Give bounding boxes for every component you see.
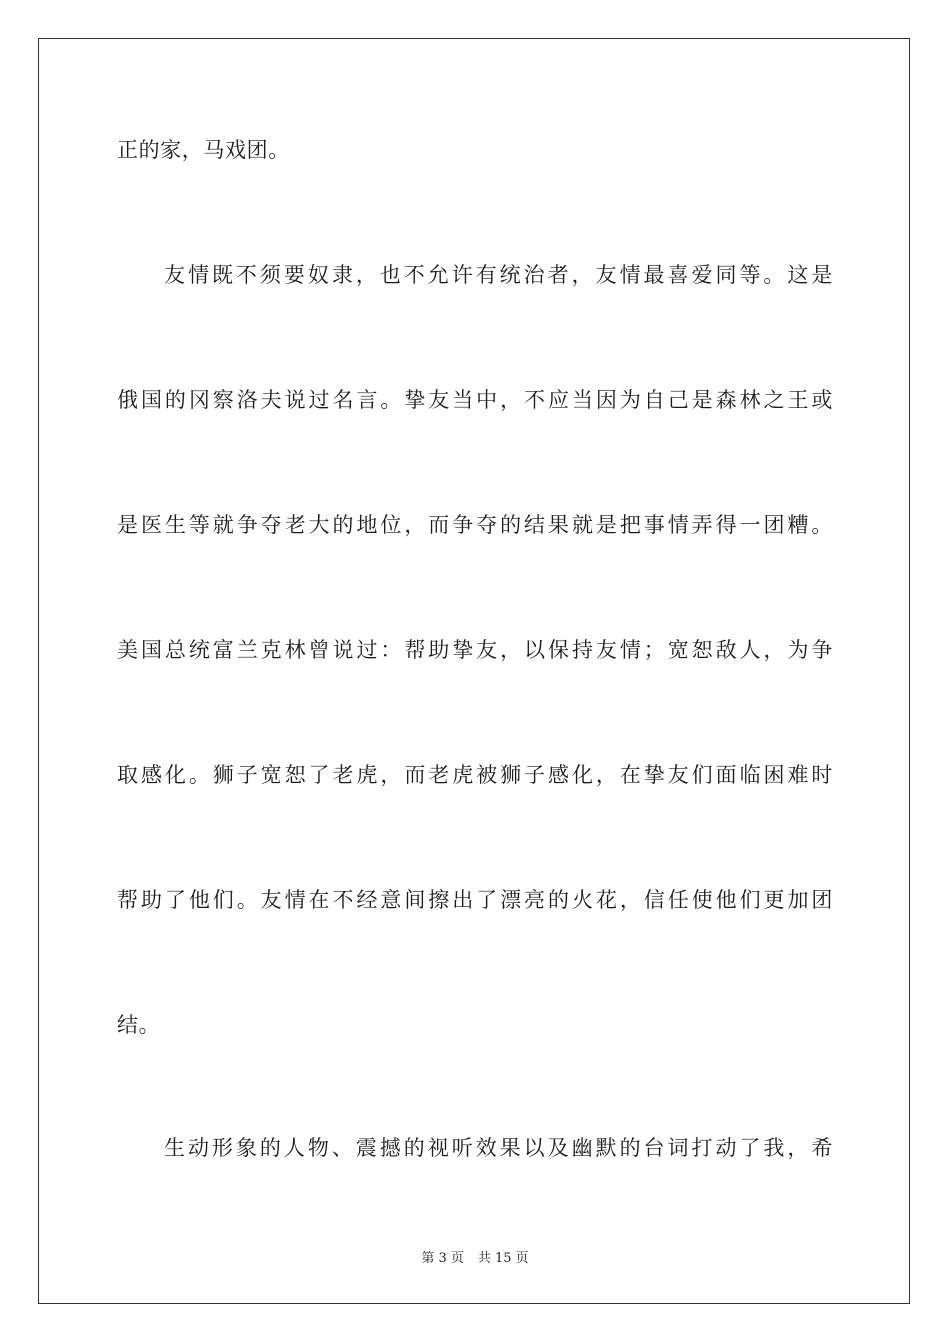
text-line: 俄国的冈察洛夫说过名言。挚友当中，不应当因为自己是森林之王或 — [117, 388, 833, 412]
page-border — [38, 38, 910, 1304]
page-total: 共 15 页 — [477, 1251, 529, 1266]
text-line: 美国总统富兰克林曾说过：帮助挚友，以保持友情；宽恕敌人，为争 — [117, 638, 833, 662]
page-number: 第 3 页 — [421, 1251, 464, 1266]
text-line: 是医生等就争夺老大的地位，而争夺的结果就是把事情弄得一团糟。 — [117, 513, 833, 537]
page-footer — [0, 1247, 950, 1266]
text-line: 正的家，马戏团。 — [117, 138, 290, 162]
text-line: 取感化。狮子宽恕了老虎，而老虎被狮子感化，在挚友们面临困难时 — [117, 763, 833, 787]
text-line: 友情既不须要奴隶，也不允许有统治者，友情最喜爱同等。这是 — [164, 263, 833, 287]
text-line: 生动形象的人物、震撼的视听效果以及幽默的台词打动了我，希 — [164, 1136, 833, 1160]
text-line: 帮助了他们。友情在不经意间擦出了漂亮的火花，信任使他们更加团 — [117, 888, 833, 912]
text-line: 结。 — [117, 1013, 161, 1037]
